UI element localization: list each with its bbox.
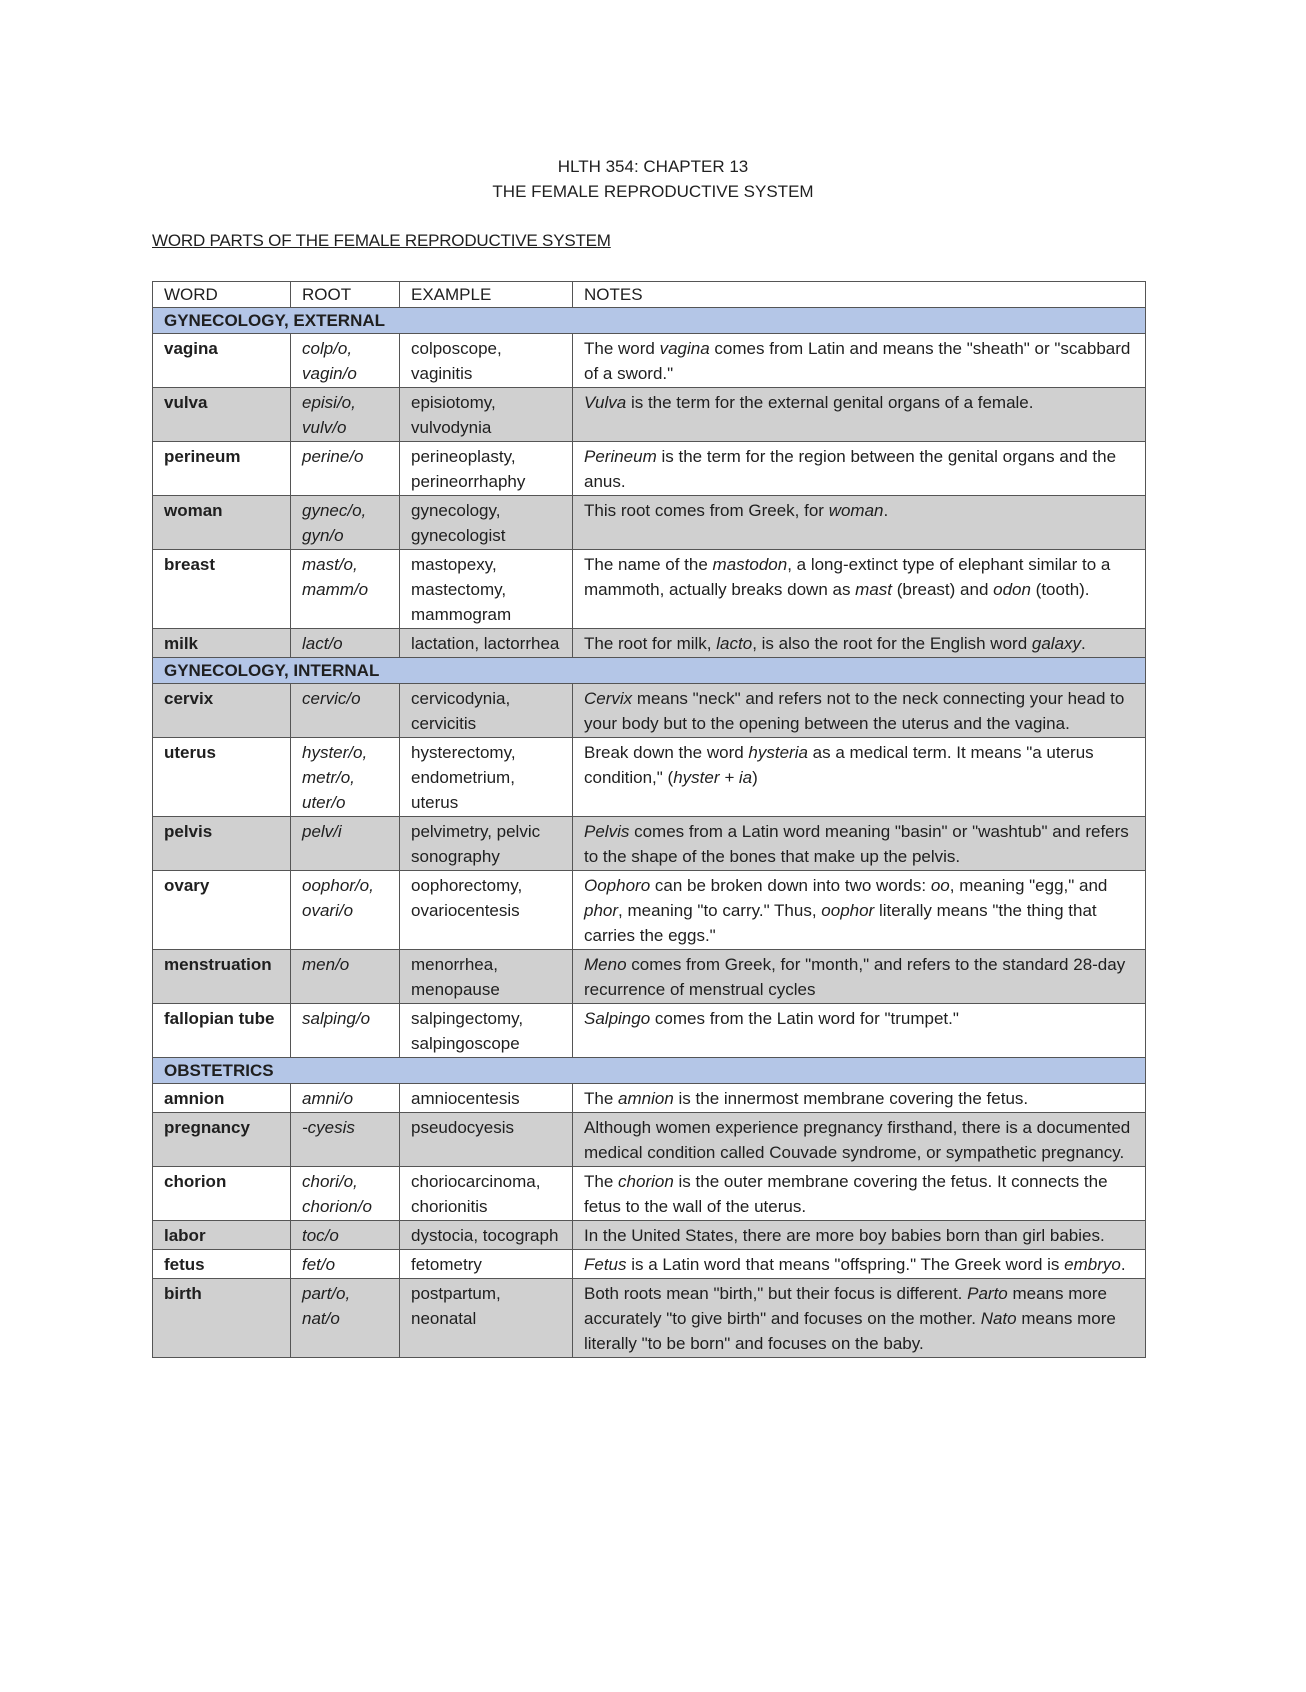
section-title: GYNECOLOGY, INTERNAL	[153, 658, 1146, 684]
table-row	[153, 496, 1146, 550]
column-header-word: WORD	[153, 282, 291, 308]
notes-cell: Break down the word hysteria as a medical term. It means "a uterus condition," (hyster + ia)	[573, 738, 1146, 817]
root-cell: salping/o	[291, 1004, 400, 1058]
example-cell: pseudocyesis	[400, 1113, 573, 1167]
example-cell: salpingectomy, salpingoscope	[400, 1004, 573, 1058]
notes-cell: Vulva is the term for the external genital organs of a female.	[573, 388, 1146, 442]
notes-cell: Although women experience pregnancy firsthand, there is a documented medical condition called Couvade syndrome, or sympathetic pregnancy.	[573, 1113, 1146, 1167]
table-row	[153, 1084, 1146, 1113]
notes-cell: The word vagina comes from Latin and means the "sheath" or "scabbard of a sword."	[573, 334, 1146, 388]
root-cell: perine/o	[291, 442, 400, 496]
table-row	[153, 388, 1146, 442]
root-cell: hyster/o, metr/o, uter/o	[291, 738, 400, 817]
notes-cell: Pelvis comes from a Latin word meaning "basin" or "washtub" and refers to the shape of the bones that make up the pelvis.	[573, 817, 1146, 871]
example-cell: mastopexy, mastectomy, mammogram	[400, 550, 573, 629]
table-row	[153, 738, 1146, 817]
table-row	[153, 684, 1146, 738]
example-cell: gynecology, gynecologist	[400, 496, 573, 550]
root-cell: episi/o, vulv/o	[291, 388, 400, 442]
notes-cell: Perineum is the term for the region between the genital organs and the anus.	[573, 442, 1146, 496]
example-cell: episiotomy, vulvodynia	[400, 388, 573, 442]
word-cell: amnion	[153, 1084, 291, 1113]
table-row	[153, 950, 1146, 1004]
example-cell: postpartum, neonatal	[400, 1279, 573, 1358]
word-cell: menstruation	[153, 950, 291, 1004]
word-cell: perineum	[153, 442, 291, 496]
column-header-notes: NOTES	[573, 282, 1146, 308]
word-cell: pregnancy	[153, 1113, 291, 1167]
notes-cell: The root for milk, lacto, is also the root for the English word galaxy.	[573, 629, 1146, 658]
example-cell: amniocentesis	[400, 1084, 573, 1113]
table-row	[153, 1250, 1146, 1279]
section-title: OBSTETRICS	[153, 1058, 1146, 1084]
table-row	[153, 1279, 1146, 1358]
word-cell: labor	[153, 1221, 291, 1250]
word-cell: birth	[153, 1279, 291, 1358]
notes-cell: Oophoro can be broken down into two words: oo, meaning "egg," and phor, meaning "to carry." Thus, oophor literally means "the thing that carries the eggs."	[573, 871, 1146, 950]
table-body	[153, 308, 1146, 1358]
example-cell: choriocarcinoma, chorionitis	[400, 1167, 573, 1221]
root-cell: fet/o	[291, 1250, 400, 1279]
example-cell: dystocia, tocograph	[400, 1221, 573, 1250]
word-cell: fallopian tube	[153, 1004, 291, 1058]
table-row	[153, 1167, 1146, 1221]
table-row	[153, 550, 1146, 629]
notes-cell: This root comes from Greek, for woman.	[573, 496, 1146, 550]
example-cell: cervicodynia, cervicitis	[400, 684, 573, 738]
root-cell: toc/o	[291, 1221, 400, 1250]
table-header-row	[153, 282, 1146, 308]
root-cell: oophor/o, ovari/o	[291, 871, 400, 950]
root-cell: -cyesis	[291, 1113, 400, 1167]
notes-cell: Cervix means "neck" and refers not to the neck connecting your head to your body but to the opening between the uterus and the vagina.	[573, 684, 1146, 738]
example-cell: oophorectomy, ovariocentesis	[400, 871, 573, 950]
root-cell: colp/o, vagin/o	[291, 334, 400, 388]
table-row	[153, 1004, 1146, 1058]
root-cell: gynec/o, gyn/o	[291, 496, 400, 550]
example-cell: hysterectomy, endometrium, uterus	[400, 738, 573, 817]
column-header-example: EXAMPLE	[400, 282, 573, 308]
word-cell: vagina	[153, 334, 291, 388]
section-row	[153, 308, 1146, 334]
table-row	[153, 871, 1146, 950]
word-cell: fetus	[153, 1250, 291, 1279]
word-cell: pelvis	[153, 817, 291, 871]
notes-cell: In the United States, there are more boy babies born than girl babies.	[573, 1221, 1146, 1250]
table-row	[153, 1221, 1146, 1250]
notes-cell: Salpingo comes from the Latin word for "trumpet."	[573, 1004, 1146, 1058]
table-row	[153, 442, 1146, 496]
word-cell: milk	[153, 629, 291, 658]
root-cell: men/o	[291, 950, 400, 1004]
example-cell: menorrhea, menopause	[400, 950, 573, 1004]
word-cell: vulva	[153, 388, 291, 442]
column-header-root: ROOT	[291, 282, 400, 308]
notes-cell: Fetus is a Latin word that means "offspring." The Greek word is embryo.	[573, 1250, 1146, 1279]
word-cell: uterus	[153, 738, 291, 817]
table-row	[153, 817, 1146, 871]
notes-cell: Meno comes from Greek, for "month," and refers to the standard 28-day recurrence of menstrual cycles	[573, 950, 1146, 1004]
section-heading: WORD PARTS OF THE FEMALE REPRODUCTIVE SYSTEM	[152, 231, 611, 250]
chapter-title: THE FEMALE REPRODUCTIVE SYSTEM	[492, 182, 814, 201]
document-header	[0, 154, 1306, 204]
section-row	[153, 658, 1146, 684]
table-row	[153, 334, 1146, 388]
table-row	[153, 629, 1146, 658]
word-cell: woman	[153, 496, 291, 550]
notes-cell: The name of the mastodon, a long-extinct type of elephant similar to a mammoth, actually breaks down as mast (breast) and odon (tooth).	[573, 550, 1146, 629]
root-cell: mast/o, mamm/o	[291, 550, 400, 629]
table-row	[153, 1113, 1146, 1167]
root-cell: part/o, nat/o	[291, 1279, 400, 1358]
section-row	[153, 1058, 1146, 1084]
example-cell: perineoplasty, perineorrhaphy	[400, 442, 573, 496]
notes-cell: Both roots mean "birth," but their focus is different. Parto means more accurately "to give birth" and focuses on the mother. Nato means more literally "to be born" and focuses on the baby.	[573, 1279, 1146, 1358]
word-cell: breast	[153, 550, 291, 629]
root-cell: lact/o	[291, 629, 400, 658]
example-cell: colposcope, vaginitis	[400, 334, 573, 388]
word-cell: chorion	[153, 1167, 291, 1221]
word-parts-table	[152, 281, 1146, 1358]
word-cell: ovary	[153, 871, 291, 950]
notes-cell: The amnion is the innermost membrane covering the fetus.	[573, 1084, 1146, 1113]
section-title: GYNECOLOGY, EXTERNAL	[153, 308, 1146, 334]
notes-cell: The chorion is the outer membrane covering the fetus. It connects the fetus to the wall of the uterus.	[573, 1167, 1146, 1221]
example-cell: pelvimetry, pelvic sonography	[400, 817, 573, 871]
root-cell: pelv/i	[291, 817, 400, 871]
example-cell: lactation, lactorrhea	[400, 629, 573, 658]
example-cell: fetometry	[400, 1250, 573, 1279]
root-cell: chori/o, chorion/o	[291, 1167, 400, 1221]
root-cell: amni/o	[291, 1084, 400, 1113]
root-cell: cervic/o	[291, 684, 400, 738]
word-cell: cervix	[153, 684, 291, 738]
course-title: HLTH 354: CHAPTER 13	[557, 157, 749, 176]
